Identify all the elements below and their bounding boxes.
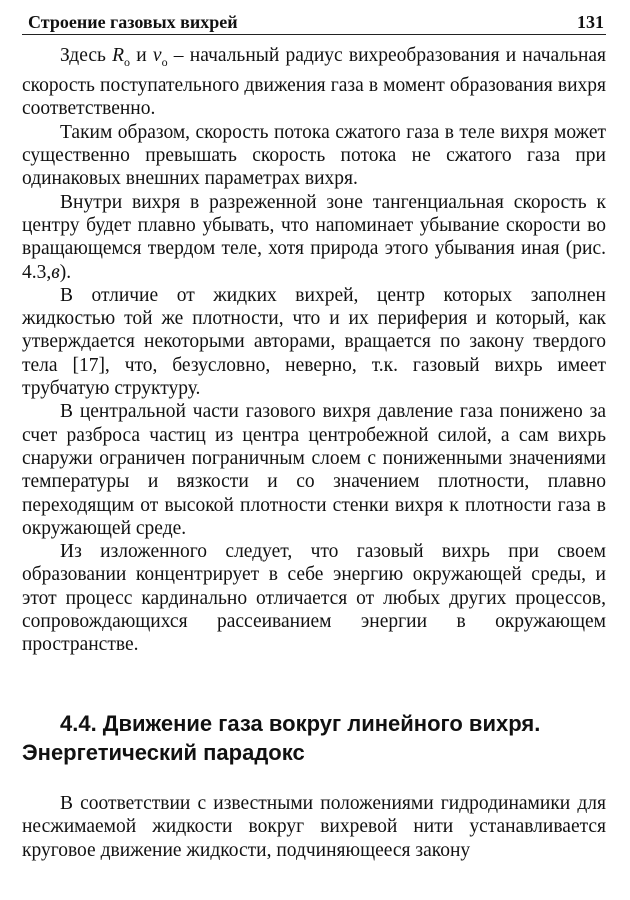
- paragraph-5: В центральной части газового вихря давление газа понижено за счет разброса частиц из центра центробежной силой, а сам вихрь снаружи ограничен пограничным слоем с пониженными значениями температуры и вязкости и со значением плотности, плавно переходящим от высокой плотности стенки вихря к плотности газа в окружающей среде.: [22, 401, 606, 539]
- paragraph-2: Таким образом, скорость потока сжатого газа в теле вихря может существенно превышать скорость потока не сжатого газа при одинаковых внешних параметрах вихря.: [22, 121, 606, 190]
- section-heading-line-2: Энергетический парадокс: [22, 740, 305, 765]
- running-title: Строение газовых вихрей: [28, 12, 238, 32]
- section-heading: [22, 709, 606, 767]
- paragraph-1: [22, 44, 606, 121]
- page-number: 131: [577, 12, 604, 32]
- symbol-r0: R: [112, 45, 125, 66]
- paragraph-1-text: – начальный радиус вихреобразования и начальная скорость поступательного движения газа в момент образования вихря соответственно.: [22, 45, 607, 120]
- symbol-v0: v: [152, 45, 162, 66]
- paragraph-4: В отличие от жидких вихрей, центр которых заполнен жидкостью той же плотности, что и их периферия и который, как утверждается некоторыми авторами, вращается по закону твердого тела [17], что, безусловно, неверно, т.к. газовый вихрь имеет трубчатую структуру.: [22, 284, 606, 400]
- subscript-o: o: [124, 54, 131, 69]
- word-and: и: [136, 45, 147, 66]
- running-header: [22, 8, 606, 35]
- paragraph-6: Из изложенного следует, что газовый вихрь при своем образовании концентрирует в себе энергию окружающей среды, и этот процесс кардинально отличается от любых других процессов, сопровождающихся рассеиванием энергии в окружающем пространстве.: [22, 541, 606, 656]
- section-heading-line-1: 4.4. Движение газа вокруг линейного вихря.: [60, 711, 541, 736]
- section-text: [22, 792, 606, 862]
- word-here: Здесь: [60, 45, 106, 66]
- paragraph-3: [22, 191, 606, 284]
- main-text: [22, 44, 606, 657]
- figure-reference-close: ).: [59, 261, 72, 283]
- paragraph-7: В соответствии с известными положениями гидродинамики для несжимаемой жидкости вокруг вихревой нити устанавливается круговое движение жидкости, подчиняющееся закону: [22, 793, 606, 861]
- paragraph-3-text: Внутри вихря в разреженной зоне тангенциальная скорость к центру будет плавно убывать, что напоминает убывание скорости во вращающемся твердом теле, хотя природа этого убывания иная (рис. 4.3,: [22, 191, 606, 283]
- subscript-o-2: o: [161, 54, 168, 69]
- figure-reference-letter: в: [51, 261, 60, 283]
